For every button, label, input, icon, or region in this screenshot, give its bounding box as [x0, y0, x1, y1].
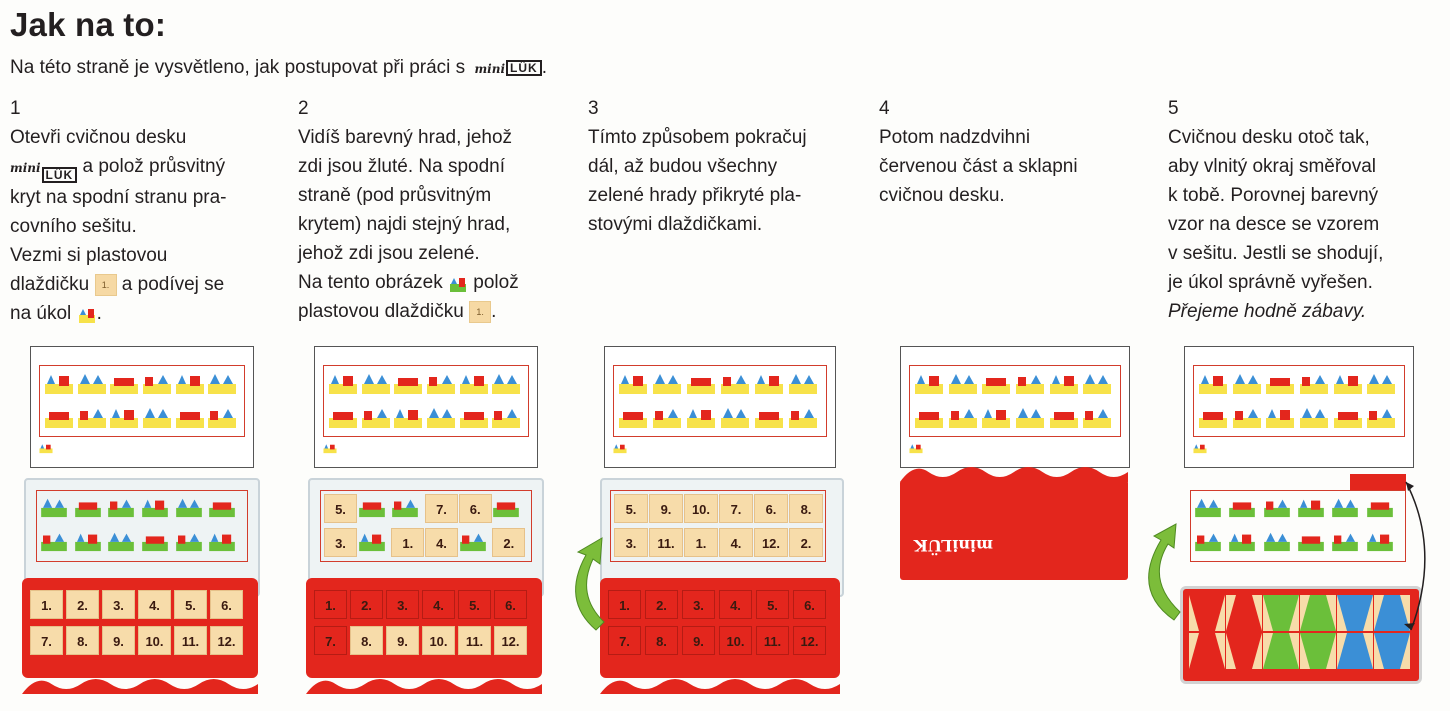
- castle-picture: [426, 371, 456, 395]
- castle-picture: [1082, 405, 1112, 429]
- castle-picture: [208, 530, 236, 552]
- minilük-logo: mini LÜK: [10, 154, 77, 183]
- castle-picture: [686, 371, 716, 395]
- tray-wave-edge: [306, 674, 542, 694]
- castle-icon: [77, 304, 97, 324]
- castle-picture: [77, 371, 107, 395]
- step-number: 2: [298, 98, 309, 119]
- tray-number-cell: 5.: [756, 590, 789, 619]
- intro-label: Na této straně je vysvětleno, jak postupovat při práci s: [10, 57, 466, 78]
- workbook-page: [900, 346, 1130, 468]
- plastic-tile: 1.: [684, 528, 718, 557]
- castle-picture: [652, 405, 682, 429]
- castle-picture: [948, 405, 978, 429]
- compare-arrows-icon: [1136, 480, 1446, 680]
- castle-picture: [754, 405, 784, 429]
- step-2: 2 Vidíš barevný hrad, jehož zdi jsou žluté. Na spodní straně (pod průsvitným krytem) najdi stejný hrad, jehož zdi jsou zelené. Na tento obrázek polož plastovou dlaždičku 1. .: [298, 94, 568, 326]
- castle-picture: [175, 371, 205, 395]
- castle-picture: [393, 405, 423, 429]
- castle-picture: [1015, 405, 1045, 429]
- tray-number-cell: 12.: [494, 626, 527, 655]
- castle-picture: [328, 371, 358, 395]
- castle-picture: [1265, 371, 1295, 395]
- castle-picture: [44, 405, 74, 429]
- tray-number-cell: 11.: [174, 626, 207, 655]
- castle-picture: [107, 496, 135, 518]
- castle-picture: [618, 371, 648, 395]
- plastic-tile: 12.: [754, 528, 788, 557]
- castle-picture: [44, 371, 74, 395]
- plastic-tile: 2.: [492, 528, 525, 557]
- castle-picture: [1193, 442, 1207, 454]
- tray-number-cell: 4.: [138, 590, 171, 619]
- castle-picture: [361, 405, 391, 429]
- tray-number-cell: 5.: [174, 590, 207, 619]
- step-4: 4 Potom nadzdvihni červenou část a sklapni cvičnou desku.: [879, 94, 1149, 210]
- castle-picture: [74, 530, 102, 552]
- castle-picture: [1366, 405, 1396, 429]
- tray-number-cell: 10.: [138, 626, 171, 655]
- tray-number-cell: 3.: [682, 590, 715, 619]
- castle-picture: [40, 496, 68, 518]
- plastic-tile: 7.: [425, 494, 458, 523]
- castle-picture: [492, 496, 520, 518]
- castle-picture: [720, 405, 750, 429]
- castle-picture: [40, 530, 68, 552]
- tray-number-cell: 10.: [422, 626, 455, 655]
- castle-picture: [1015, 371, 1045, 395]
- tray-number-cell: 2.: [66, 590, 99, 619]
- castle-picture: [1366, 371, 1396, 395]
- castle-picture: [459, 530, 487, 552]
- plastic-tile: 1.: [391, 528, 424, 557]
- plastic-tile: 2.: [789, 528, 823, 557]
- tray-number-cell: 1.: [30, 590, 63, 619]
- workbook-page: [1184, 346, 1414, 468]
- castle-picture: [491, 371, 521, 395]
- castle-icon: [448, 273, 468, 293]
- castle-picture: [909, 442, 923, 454]
- answer-castle-grid: [320, 490, 532, 562]
- tray-number-cell: 9.: [386, 626, 419, 655]
- tray-number-cell: 1.: [314, 590, 347, 619]
- lük-tray: [600, 578, 840, 678]
- castle-picture: [142, 371, 172, 395]
- lük-tray: [306, 578, 542, 678]
- castle-picture: [208, 496, 236, 518]
- castle-picture: [491, 405, 521, 429]
- covered-grid: [610, 490, 826, 562]
- tray-number-cell: 7.: [314, 626, 347, 655]
- castle-picture: [720, 371, 750, 395]
- tray-number-cell: 6.: [494, 590, 527, 619]
- castle-picture: [175, 496, 203, 518]
- castle-grid: [613, 365, 827, 437]
- castle-picture: [361, 371, 391, 395]
- tray-wave-edge: [600, 674, 840, 694]
- castle-picture: [1232, 371, 1262, 395]
- tile-icon: 1.: [95, 274, 117, 296]
- tray-number-cell: 4.: [719, 590, 752, 619]
- closed-red-board: [900, 480, 1128, 580]
- castle-picture: [1082, 371, 1112, 395]
- tray-number-cell: 1.: [608, 590, 641, 619]
- tray-number-cell: 5.: [458, 590, 491, 619]
- plastic-tile: 6.: [459, 494, 492, 523]
- minilük-logo: mini LÜK: [474, 60, 541, 76]
- step-number: 5: [1168, 98, 1179, 119]
- castle-picture: [459, 405, 489, 429]
- plastic-tile: 3.: [614, 528, 648, 557]
- castle-picture: [459, 371, 489, 395]
- castle-picture: [1232, 405, 1262, 429]
- tray-number-cell: 6.: [210, 590, 243, 619]
- castle-picture: [1333, 405, 1363, 429]
- castle-picture: [393, 371, 423, 395]
- castle-picture: [141, 530, 169, 552]
- plastic-tile: 10.: [684, 494, 718, 523]
- lük-tray: [22, 578, 258, 678]
- tray-number-cell: 12.: [210, 626, 243, 655]
- tray-number-cell: 7.: [608, 626, 641, 655]
- tray-number-cell: 9.: [102, 626, 135, 655]
- castle-picture: [788, 371, 818, 395]
- castle-picture: [948, 371, 978, 395]
- castle-picture: [74, 496, 102, 518]
- castle-picture: [1299, 371, 1329, 395]
- plastic-tile: 6.: [754, 494, 788, 523]
- tray-number-cell: 11.: [458, 626, 491, 655]
- plastic-tile: 4.: [719, 528, 753, 557]
- castle-picture: [1333, 371, 1363, 395]
- tray-number-cell: 8.: [350, 626, 383, 655]
- tray-number-cell: 8.: [645, 626, 678, 655]
- plastic-tile: 4.: [425, 528, 458, 557]
- tray-number-cell: 2.: [645, 590, 678, 619]
- castle-picture: [175, 530, 203, 552]
- castle-picture: [323, 442, 337, 454]
- castle-picture: [652, 371, 682, 395]
- castle-picture: [613, 442, 627, 454]
- castle-grid: [909, 365, 1121, 437]
- tray-number-cell: 11.: [756, 626, 789, 655]
- castle-picture: [1198, 371, 1228, 395]
- intro-text: Na této straně je vysvětleno, jak postupovat při práci s mini LÜK .: [10, 57, 547, 78]
- castle-picture: [77, 405, 107, 429]
- step-number: 3: [588, 98, 599, 119]
- castle-picture: [1049, 371, 1079, 395]
- tile-icon: 1.: [469, 301, 491, 323]
- plastic-tile: 11.: [649, 528, 683, 557]
- plastic-tile: 3.: [324, 528, 357, 557]
- workbook-page: [604, 346, 836, 468]
- castle-picture: [39, 442, 53, 454]
- castle-picture: [207, 405, 237, 429]
- castle-grid: [1193, 365, 1405, 437]
- castle-picture: [358, 496, 386, 518]
- tray-number-cell: 4.: [422, 590, 455, 619]
- castle-picture: [207, 371, 237, 395]
- castle-picture: [175, 405, 205, 429]
- castle-picture: [1265, 405, 1295, 429]
- tray-number-cell: 12.: [793, 626, 826, 655]
- cover-wave-edge: [900, 462, 1128, 482]
- tray-number-cell: 2.: [350, 590, 383, 619]
- castle-picture: [358, 530, 386, 552]
- plastic-tile: 5.: [324, 494, 357, 523]
- tray-number-cell: 3.: [386, 590, 419, 619]
- tray-number-cell: 7.: [30, 626, 63, 655]
- page-title: Jak na to:: [10, 6, 167, 43]
- tray-wave-edge: [22, 674, 258, 694]
- castle-picture: [618, 405, 648, 429]
- plastic-tile: 8.: [789, 494, 823, 523]
- castle-picture: [686, 405, 716, 429]
- castle-picture: [788, 405, 818, 429]
- castle-picture: [754, 371, 784, 395]
- plastic-tile: 5.: [614, 494, 648, 523]
- answer-castle-grid: [36, 490, 248, 562]
- minilük-logo-mirrored: miniLÜK: [914, 536, 993, 555]
- castle-picture: [1299, 405, 1329, 429]
- castle-picture: [426, 405, 456, 429]
- tray-number-cell: 3.: [102, 590, 135, 619]
- castle-picture: [107, 530, 135, 552]
- castle-picture: [142, 405, 172, 429]
- castle-picture: [914, 371, 944, 395]
- castle-grid: [323, 365, 529, 437]
- tray-number-cell: 10.: [719, 626, 752, 655]
- green-arrow-icon: [556, 530, 616, 640]
- step-1: 1 Otevři cvičnou desku mini LÜK a polož průsvitný kryt na spodní stranu pra- covního sešitu. Vezmi si plastovou dlaždičku 1. a podívej se na úkol .: [10, 94, 280, 328]
- step-number: 4: [879, 98, 890, 119]
- step-3: 3 Tímto způsobem pokračuj dál, až budou všechny zelené hrady přikryté pla- stovými dlaždičkami.: [588, 94, 858, 239]
- castle-picture: [981, 371, 1011, 395]
- step-number: 1: [10, 98, 21, 119]
- plastic-tile: 9.: [649, 494, 683, 523]
- castle-picture: [1049, 405, 1079, 429]
- plastic-tile: 7.: [719, 494, 753, 523]
- castle-grid: [39, 365, 245, 437]
- castle-picture: [981, 405, 1011, 429]
- castle-picture: [391, 496, 419, 518]
- castle-picture: [914, 405, 944, 429]
- castle-picture: [109, 405, 139, 429]
- tray-number-cell: 9.: [682, 626, 715, 655]
- tray-number-cell: 8.: [66, 626, 99, 655]
- castle-picture: [328, 405, 358, 429]
- tray-number-cell: 6.: [793, 590, 826, 619]
- castle-picture: [141, 496, 169, 518]
- castle-picture: [1198, 405, 1228, 429]
- workbook-page: [30, 346, 254, 468]
- workbook-page: [314, 346, 538, 468]
- castle-picture: [109, 371, 139, 395]
- step-5: 5 Cvičnou desku otoč tak, aby vlnitý okraj směřoval k tobě. Porovnej barevný vzor na desce se vzorem v sešitu. Jestli se shodují, je úkol správně vyřešen. Přejeme hodně zábavy.: [1168, 94, 1438, 326]
